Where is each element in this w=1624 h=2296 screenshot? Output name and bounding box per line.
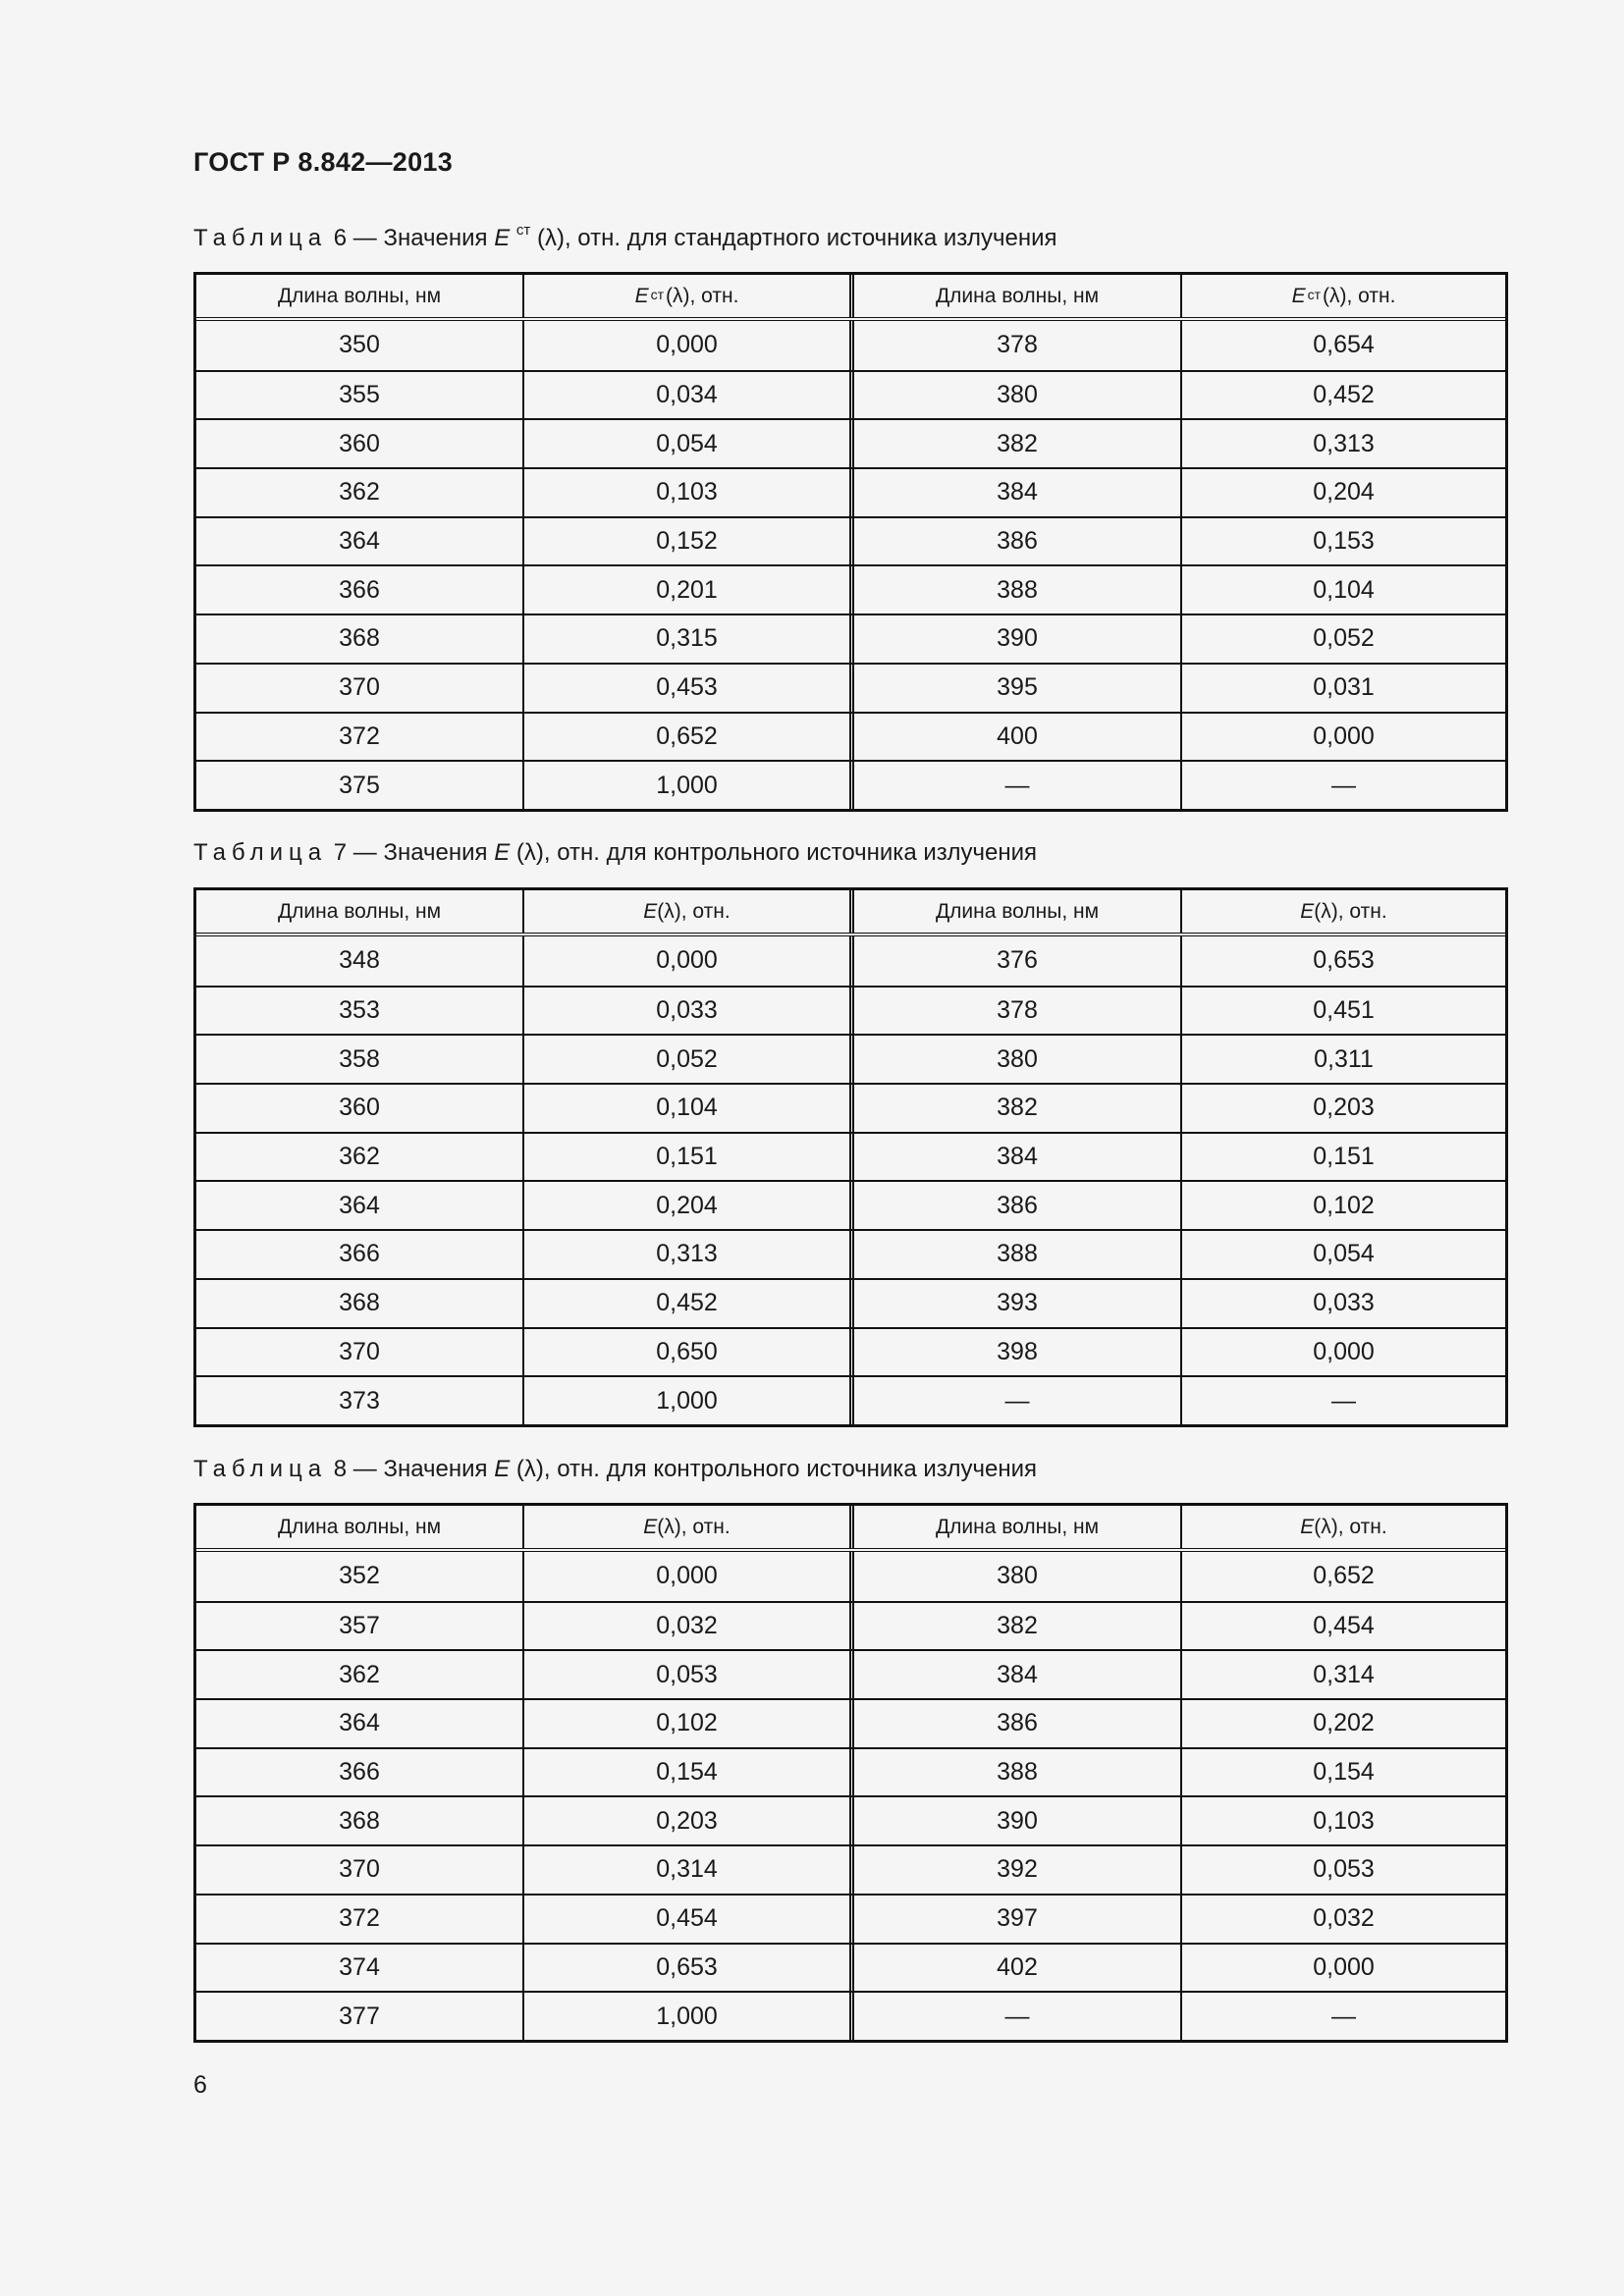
cell-wavelength: 386 <box>854 1700 1182 1747</box>
table-caption <box>193 224 1057 252</box>
cell-value: 0,654 <box>1313 331 1375 359</box>
cell-wavelength: 384 <box>854 469 1182 516</box>
caption-superscript: ст <box>515 222 531 239</box>
header-value <box>524 275 854 317</box>
cell-wavelength: 380 <box>854 1552 1182 1601</box>
cell-wavelength: 366 <box>196 1231 524 1278</box>
header-wavelength <box>196 1506 524 1548</box>
header-symbol: E <box>1291 284 1306 307</box>
cell-wavelength: 375 <box>196 762 524 809</box>
cell-wavelength: 362 <box>196 1651 524 1698</box>
cell-wavelength: 378 <box>854 988 1182 1035</box>
header-wavelength <box>196 275 524 317</box>
table-row <box>196 1943 1505 1992</box>
caption-label: Таблица <box>193 1456 328 1482</box>
cell-wavelength: 366 <box>196 566 524 614</box>
cell-wavelength: 374 <box>196 1945 524 1992</box>
table-row <box>196 760 1505 809</box>
table-row <box>196 564 1505 614</box>
cell-wavelength: 402 <box>854 1945 1182 1992</box>
cell-wavelength: 353 <box>196 988 524 1035</box>
header-label: Длина волны, нм <box>277 1515 442 1538</box>
table-row <box>196 1649 1505 1698</box>
table-row <box>196 370 1505 419</box>
cell-wavelength: 390 <box>854 615 1182 663</box>
caption-symbol: E <box>494 839 511 866</box>
cell-wavelength: 388 <box>854 1749 1182 1796</box>
cell-value: 0,153 <box>1313 527 1375 556</box>
cell-value: — <box>1331 771 1356 799</box>
cell-wavelength: 380 <box>854 1036 1182 1083</box>
cell-wavelength: 364 <box>196 1700 524 1747</box>
cell-value: 0,103 <box>1313 1806 1375 1835</box>
table-header-row <box>196 275 1505 321</box>
table-row <box>196 1795 1505 1844</box>
data-table <box>193 887 1508 1427</box>
cell-value: 0,032 <box>1313 1904 1375 1933</box>
table-row <box>196 663 1505 712</box>
table-row <box>196 1552 1505 1601</box>
caption-text-pre: — Значения <box>347 839 495 866</box>
table-header-row <box>196 1506 1505 1552</box>
caption-label: Таблица <box>193 225 328 251</box>
cell-wavelength: 397 <box>854 1896 1182 1943</box>
page-number: 6 <box>193 2071 207 2099</box>
cell-value: 0,034 <box>524 372 854 419</box>
cell-value: 0,054 <box>1313 1240 1375 1268</box>
table-row <box>196 936 1505 986</box>
cell-wavelength: 350 <box>196 321 524 370</box>
caption-number: 7 <box>333 839 348 866</box>
cell-value: 0,103 <box>524 469 854 516</box>
cell-value: 0,311 <box>1314 1044 1374 1073</box>
cell-wavelength: 360 <box>196 420 524 467</box>
cell-wavelength: 352 <box>196 1552 524 1601</box>
header-symbol: E <box>1300 1515 1315 1538</box>
table-row <box>196 614 1505 663</box>
data-table <box>193 272 1508 812</box>
cell-value: 0,104 <box>1313 575 1375 604</box>
header-label-rest: (λ), отн. <box>657 899 731 923</box>
caption-text-pre: — Значения <box>347 1456 495 1482</box>
cell-wavelength: 355 <box>196 372 524 419</box>
cell-value: 0,454 <box>524 1896 854 1943</box>
caption-symbol: E <box>494 225 511 251</box>
cell-value: 0,032 <box>524 1603 854 1650</box>
cell-value: 0,000 <box>1313 1337 1375 1365</box>
cell-value: 0,201 <box>524 566 854 614</box>
header-value <box>1182 890 1505 933</box>
table-row <box>196 1991 1505 2040</box>
table-header-row <box>196 890 1505 936</box>
header-label-rest: (λ), отн. <box>1314 1515 1387 1538</box>
table-row <box>196 1747 1505 1796</box>
cell-value: 0,315 <box>524 615 854 663</box>
cell-wavelength: 372 <box>196 714 524 761</box>
header-label: Длина волны, нм <box>935 1515 1100 1538</box>
table-row <box>196 418 1505 467</box>
table-row <box>196 321 1505 370</box>
caption-label: Таблица <box>193 839 328 866</box>
cell-wavelength: 362 <box>196 469 524 516</box>
table-row <box>196 1844 1505 1894</box>
cell-value: 0,451 <box>1313 996 1375 1025</box>
cell-wavelength: 362 <box>196 1134 524 1181</box>
cell-value: 0,033 <box>1313 1289 1375 1317</box>
cell-value: 0,653 <box>1313 946 1375 975</box>
cell-wavelength: 386 <box>854 1182 1182 1229</box>
cell-wavelength: 370 <box>196 1846 524 1894</box>
cell-wavelength: — <box>854 1377 1182 1424</box>
cell-value: 0,102 <box>1313 1191 1375 1219</box>
cell-value: 0,151 <box>1313 1143 1375 1171</box>
cell-wavelength: 388 <box>854 566 1182 614</box>
table-caption <box>193 839 1037 867</box>
table-row <box>196 1083 1505 1132</box>
cell-wavelength: 392 <box>854 1846 1182 1894</box>
cell-value: 0,652 <box>524 714 854 761</box>
cell-value: 0,313 <box>1313 429 1375 457</box>
header-label: Длина волны, нм <box>277 284 442 307</box>
caption-text-pre: — Значения <box>347 225 495 251</box>
header-superscript: ст <box>650 286 664 302</box>
cell-wavelength: 368 <box>196 615 524 663</box>
cell-value: 0,053 <box>1313 1855 1375 1884</box>
header-wavelength <box>854 1506 1182 1548</box>
cell-value: 0,102 <box>524 1700 854 1747</box>
caption-text-post: (λ), отн. для контрольного источника излучения <box>510 839 1038 866</box>
cell-value: 0,204 <box>524 1182 854 1229</box>
header-label: Длина волны, нм <box>935 899 1100 923</box>
cell-value: 0,453 <box>524 665 854 712</box>
cell-wavelength: 390 <box>854 1797 1182 1844</box>
cell-value: 1,000 <box>524 1993 854 2040</box>
cell-value: 0,054 <box>524 420 854 467</box>
cell-value: 0,202 <box>1313 1709 1375 1737</box>
caption-number: 8 <box>333 1456 348 1482</box>
table-row <box>196 1034 1505 1083</box>
cell-value: 0,151 <box>524 1134 854 1181</box>
cell-wavelength: 377 <box>196 1993 524 2040</box>
table-row <box>196 1229 1505 1278</box>
cell-value: 0,650 <box>524 1329 854 1376</box>
table-row <box>196 1375 1505 1424</box>
cell-wavelength: 384 <box>854 1134 1182 1181</box>
cell-wavelength: 370 <box>196 1329 524 1376</box>
cell-wavelength: 358 <box>196 1036 524 1083</box>
header-label: Длина волны, нм <box>277 899 442 923</box>
cell-wavelength: 370 <box>196 665 524 712</box>
cell-value: — <box>1331 2002 1356 2030</box>
header-value <box>524 1506 854 1548</box>
header-value <box>1182 1506 1505 1548</box>
cell-value: 0,652 <box>1313 1562 1375 1590</box>
table-row <box>196 712 1505 761</box>
cell-value: 0,031 <box>1313 673 1375 702</box>
table-row <box>196 1180 1505 1229</box>
table-caption <box>193 1456 1037 1483</box>
cell-value: 0,052 <box>1313 624 1375 653</box>
cell-value: 0,314 <box>1313 1660 1375 1688</box>
header-label: Длина волны, нм <box>935 284 1100 307</box>
cell-wavelength: 373 <box>196 1377 524 1424</box>
cell-value: 0,454 <box>1313 1612 1375 1640</box>
header-label-rest: (λ), отн. <box>1314 899 1387 923</box>
cell-value: 0,203 <box>1313 1094 1375 1122</box>
cell-value: 0,000 <box>524 936 854 986</box>
caption-symbol: E <box>494 1456 511 1482</box>
cell-value: 0,052 <box>524 1036 854 1083</box>
cell-value: 0,203 <box>524 1797 854 1844</box>
table-row <box>196 1327 1505 1376</box>
table-row <box>196 986 1505 1035</box>
cell-wavelength: 382 <box>854 420 1182 467</box>
header-symbol: E <box>643 899 658 923</box>
cell-value: 0,154 <box>1313 1758 1375 1787</box>
table-row <box>196 1132 1505 1181</box>
cell-value: 0,033 <box>524 988 854 1035</box>
header-symbol: E <box>643 1515 658 1538</box>
cell-wavelength: 364 <box>196 1182 524 1229</box>
header-label-rest: (λ), отн. <box>1323 284 1396 307</box>
table-row <box>196 516 1505 565</box>
table-row <box>196 1698 1505 1747</box>
data-table <box>193 1503 1508 2043</box>
cell-value: 1,000 <box>524 762 854 809</box>
cell-wavelength: 360 <box>196 1085 524 1132</box>
cell-value: 0,452 <box>1313 381 1375 409</box>
cell-wavelength: 395 <box>854 665 1182 712</box>
cell-value: 0,314 <box>524 1846 854 1894</box>
table-row <box>196 1278 1505 1327</box>
cell-wavelength: 380 <box>854 372 1182 419</box>
cell-value: — <box>1331 1386 1356 1415</box>
cell-wavelength: 364 <box>196 518 524 565</box>
cell-wavelength: 378 <box>854 321 1182 370</box>
cell-wavelength: 348 <box>196 936 524 986</box>
cell-value: 0,000 <box>1313 721 1375 750</box>
cell-value: 0,000 <box>524 1552 854 1601</box>
cell-value: 0,152 <box>524 518 854 565</box>
cell-wavelength: 366 <box>196 1749 524 1796</box>
header-symbol: E <box>634 284 649 307</box>
cell-wavelength: 368 <box>196 1797 524 1844</box>
cell-value: 0,053 <box>524 1651 854 1698</box>
cell-wavelength: 393 <box>854 1280 1182 1327</box>
cell-value: 0,653 <box>524 1945 854 1992</box>
cell-value: 1,000 <box>524 1377 854 1424</box>
cell-wavelength: 368 <box>196 1280 524 1327</box>
document-code: ГОСТ Р 8.842—2013 <box>193 147 454 177</box>
cell-value: 0,000 <box>524 321 854 370</box>
cell-wavelength: 357 <box>196 1603 524 1650</box>
cell-wavelength: 376 <box>854 936 1182 986</box>
cell-wavelength: 388 <box>854 1231 1182 1278</box>
cell-value: 0,204 <box>1313 478 1375 507</box>
cell-wavelength: — <box>854 762 1182 809</box>
table-row <box>196 1894 1505 1943</box>
cell-value: 0,000 <box>1313 1952 1375 1981</box>
cell-value: 0,452 <box>524 1280 854 1327</box>
table-row <box>196 467 1505 516</box>
cell-wavelength: 382 <box>854 1085 1182 1132</box>
header-label-rest: (λ), отн. <box>657 1515 731 1538</box>
header-value <box>1182 275 1505 317</box>
cell-wavelength: 372 <box>196 1896 524 1943</box>
cell-wavelength: 400 <box>854 714 1182 761</box>
header-label-rest: (λ), отн. <box>666 284 739 307</box>
table-row <box>196 1601 1505 1650</box>
cell-wavelength: 386 <box>854 518 1182 565</box>
caption-text-post: (λ), отн. для контрольного источника излучения <box>510 1456 1038 1482</box>
header-wavelength <box>196 890 524 933</box>
header-value <box>524 890 854 933</box>
caption-number: 6 <box>333 225 348 251</box>
cell-wavelength: 382 <box>854 1603 1182 1650</box>
cell-value: 0,154 <box>524 1749 854 1796</box>
caption-text-post: (λ), отн. для стандартного источника излучения <box>530 225 1057 251</box>
header-wavelength <box>854 275 1182 317</box>
cell-wavelength: — <box>854 1993 1182 2040</box>
cell-value: 0,104 <box>524 1085 854 1132</box>
header-wavelength <box>854 890 1182 933</box>
header-symbol: E <box>1300 899 1315 923</box>
cell-wavelength: 398 <box>854 1329 1182 1376</box>
header-superscript: ст <box>1307 286 1321 302</box>
cell-value: 0,313 <box>524 1231 854 1278</box>
cell-wavelength: 384 <box>854 1651 1182 1698</box>
